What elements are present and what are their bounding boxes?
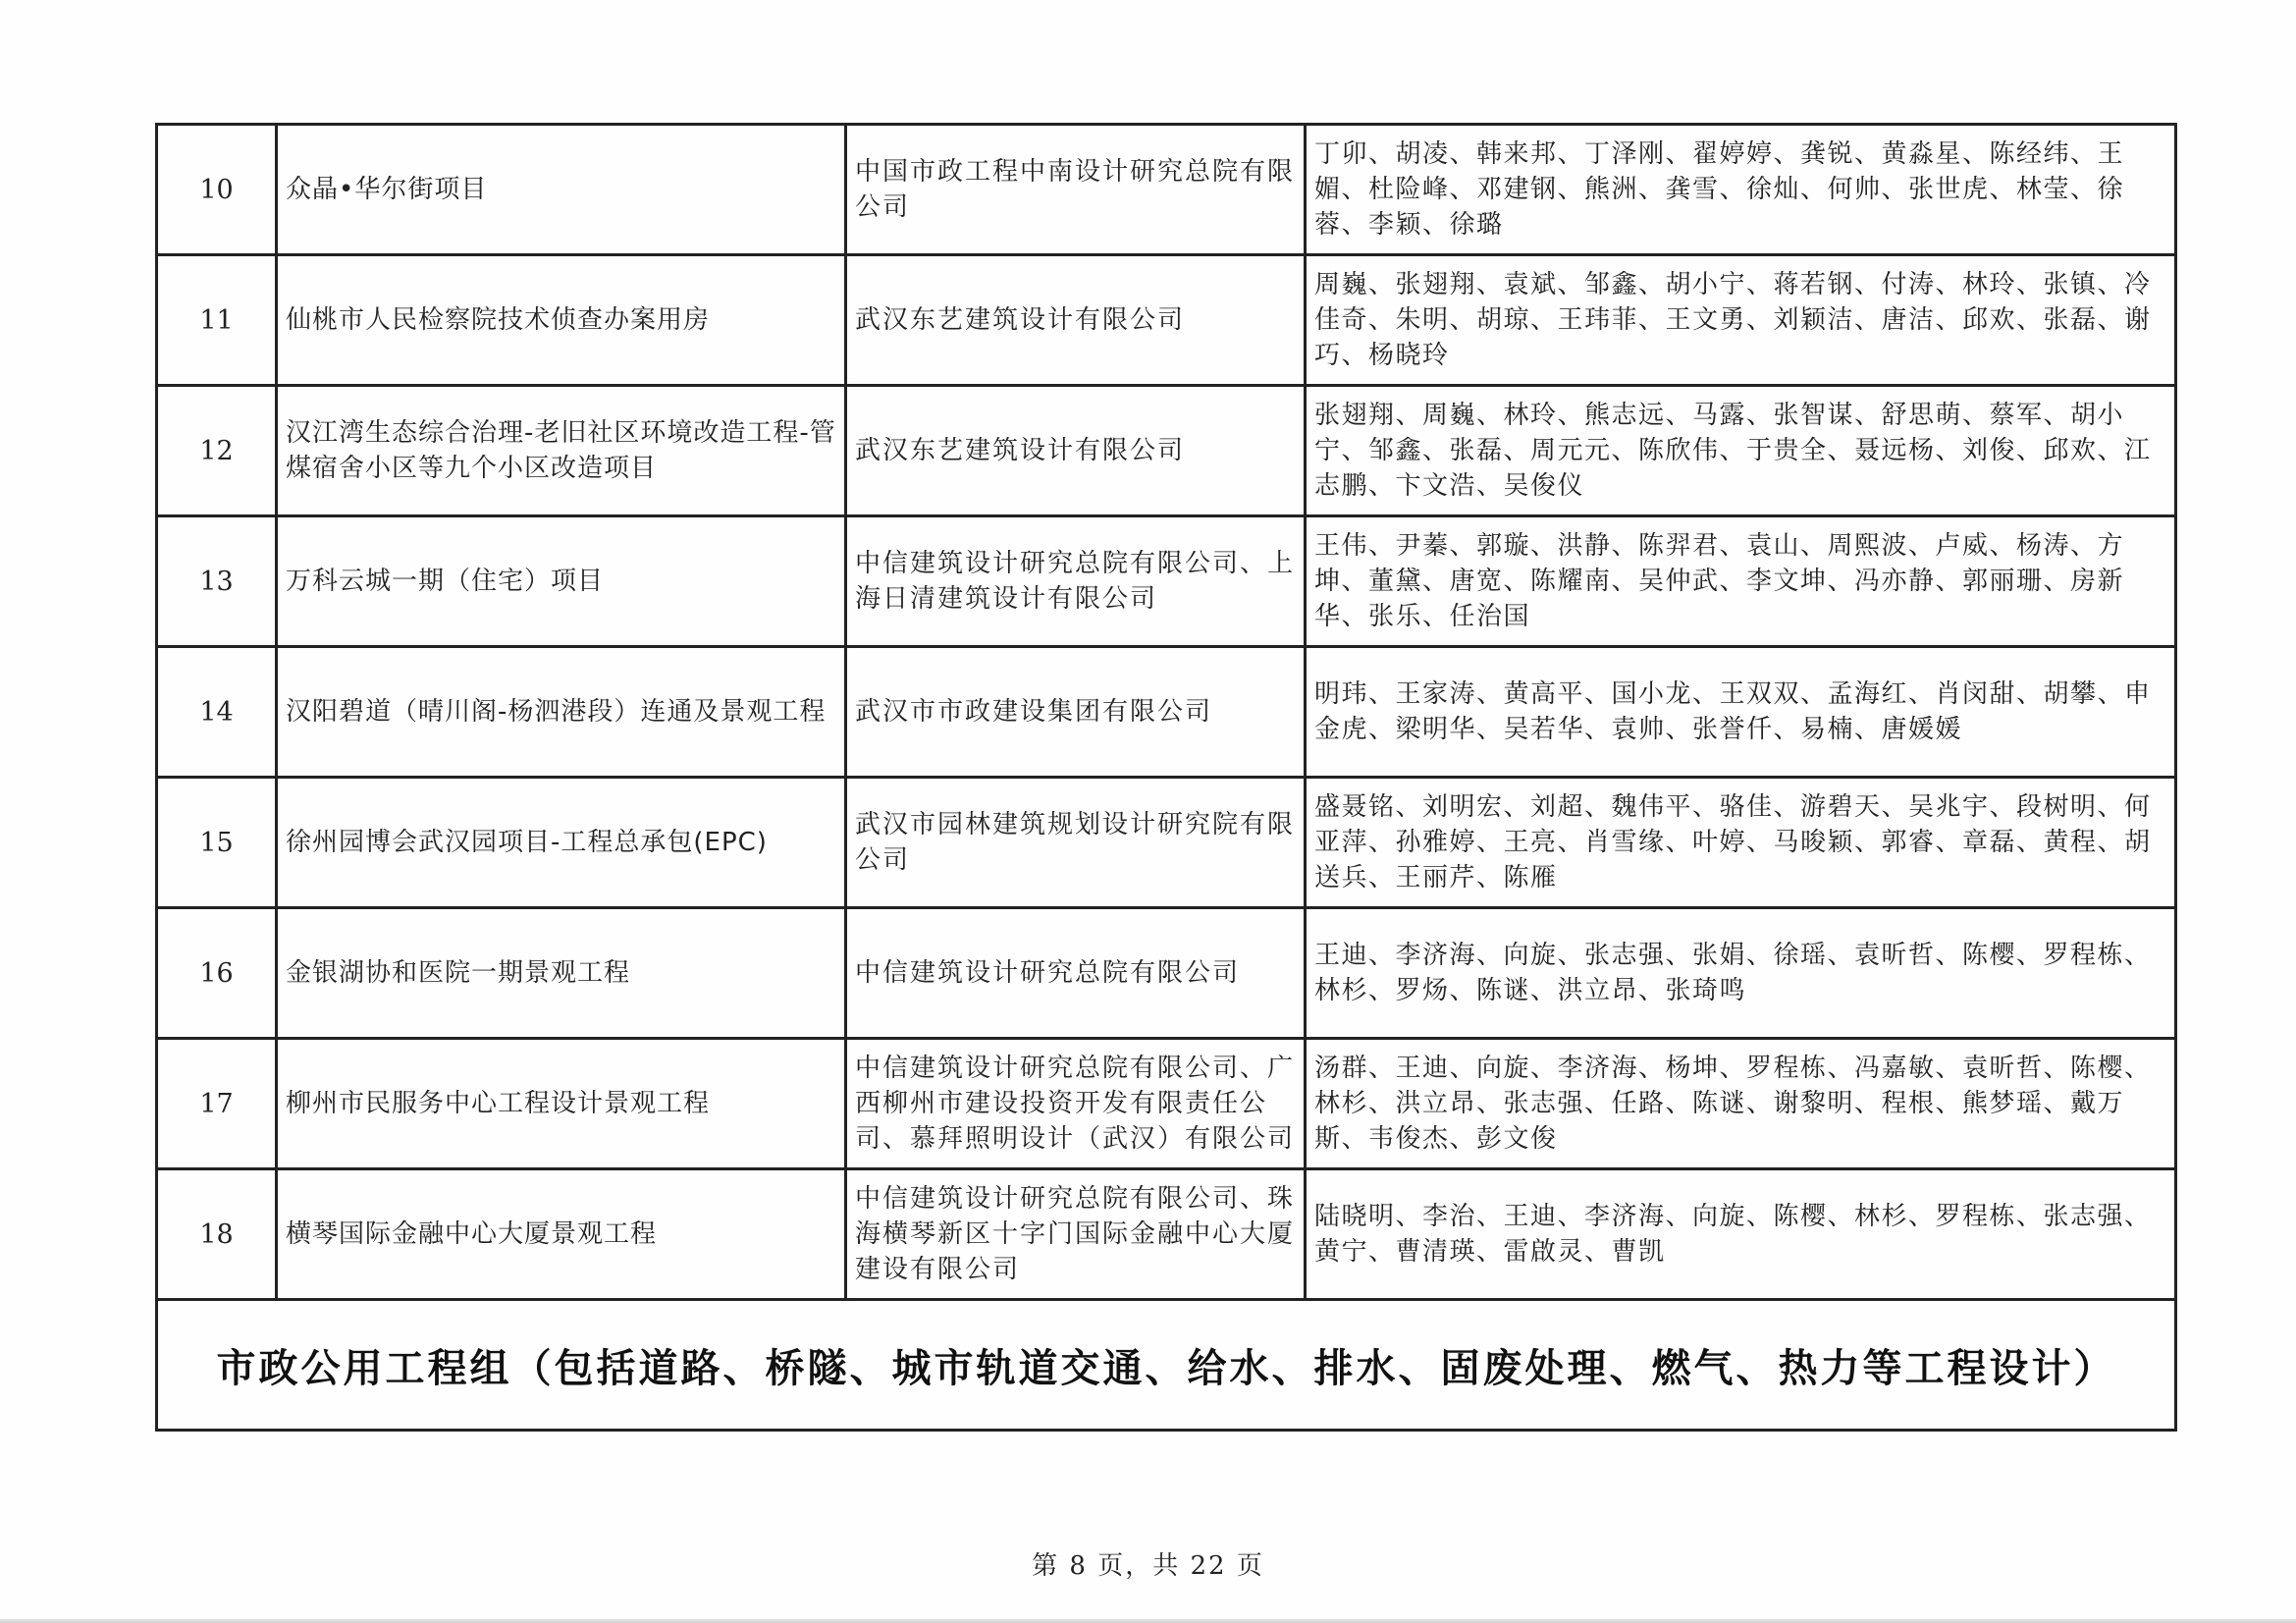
table-row	[157, 778, 2176, 908]
row-number: 15	[157, 778, 277, 908]
project-name: 金银湖协和医院一期景观工程	[277, 908, 846, 1039]
project-name: 汉阳碧道（晴川阁-杨泗港段）连通及景观工程	[277, 647, 846, 778]
table-row	[157, 908, 2176, 1039]
table-row	[157, 125, 2176, 255]
table-row	[157, 255, 2176, 386]
project-name: 徐州园博会武汉园项目-工程总承包(EPC)	[277, 778, 846, 908]
awards-table	[155, 123, 2177, 1432]
row-number: 17	[157, 1039, 277, 1169]
row-number: 14	[157, 647, 277, 778]
design-unit: 中信建筑设计研究总院有限公司、珠海横琴新区十字门国际金融中心大厦建设有限公司	[846, 1169, 1306, 1300]
group-heading-row	[157, 1300, 2176, 1431]
table-row	[157, 647, 2176, 778]
group-heading: 市政公用工程组（包括道路、桥隧、城市轨道交通、给水、排水、固废处理、燃气、热力等工程设计）	[157, 1300, 2176, 1431]
design-unit: 武汉市园林建筑规划设计研究院有限公司	[846, 778, 1306, 908]
table-row	[157, 386, 2176, 516]
project-name: 仙桃市人民检察院技术侦查办案用房	[277, 255, 846, 386]
team-members: 周巍、张翅翔、袁斌、邹鑫、胡小宁、蒋若钢、付涛、林玲、张镇、冷佳奇、朱明、胡琼、王玮菲、王文勇、刘颖洁、唐洁、邱欢、张磊、谢巧、杨晓玲	[1306, 255, 2176, 386]
team-members: 丁卯、胡凌、韩来邦、丁泽刚、翟婷婷、龚锐、黄淼星、陈经纬、王媚、杜险峰、邓建钢、熊洲、龚雪、徐灿、何帅、张世虎、林莹、徐蓉、李颖、徐璐	[1306, 125, 2176, 255]
scan-edge-divider	[0, 1619, 2296, 1623]
page-number: 第 8 页，共 22 页	[1032, 1551, 1264, 1581]
row-number: 10	[157, 125, 277, 255]
team-members: 张翅翔、周巍、林玲、熊志远、马露、张智谋、舒思萌、蔡军、胡小宁、邹鑫、张磊、周元元、陈欣伟、于贵全、聂远杨、刘俊、邱欢、江志鹏、卞文浩、吴俊仪	[1306, 386, 2176, 516]
row-number: 18	[157, 1169, 277, 1300]
team-members: 明玮、王家涛、黄高平、国小龙、王双双、孟海红、肖闵甜、胡攀、申金虎、梁明华、吴若华、袁帅、张誉仟、易楠、唐媛媛	[1306, 647, 2176, 778]
design-unit: 中信建筑设计研究总院有限公司、上海日清建筑设计有限公司	[846, 516, 1306, 647]
row-number: 16	[157, 908, 277, 1039]
design-unit: 中信建筑设计研究总院有限公司	[846, 908, 1306, 1039]
table-row	[157, 1039, 2176, 1169]
team-members: 盛聂铭、刘明宏、刘超、魏伟平、骆佳、游碧天、吴兆宇、段树明、何亚萍、孙雅婷、王亮、肖雪缘、叶婷、马晙颖、郭睿、章磊、黄程、胡送兵、王丽芹、陈雁	[1306, 778, 2176, 908]
project-name: 柳州市民服务中心工程设计景观工程	[277, 1039, 846, 1169]
design-unit: 武汉市市政建设集团有限公司	[846, 647, 1306, 778]
team-members: 王伟、尹蓁、郭璇、洪静、陈羿君、袁山、周熙波、卢威、杨涛、方坤、董黛、唐宽、陈耀南、吴仲武、李文坤、冯亦静、郭丽珊、房新华、张乐、任治国	[1306, 516, 2176, 647]
row-number: 13	[157, 516, 277, 647]
row-number: 11	[157, 255, 277, 386]
design-unit: 中国市政工程中南设计研究总院有限公司	[846, 125, 1306, 255]
design-unit: 武汉东艺建筑设计有限公司	[846, 386, 1306, 516]
project-name: 横琴国际金融中心大厦景观工程	[277, 1169, 846, 1300]
project-name: 万科云城一期（住宅）项目	[277, 516, 846, 647]
project-name: 众晶•华尔街项目	[277, 125, 846, 255]
design-unit: 武汉东艺建筑设计有限公司	[846, 255, 1306, 386]
table-row	[157, 516, 2176, 647]
table-row	[157, 1169, 2176, 1300]
row-number: 12	[157, 386, 277, 516]
project-name: 汉江湾生态综合治理-老旧社区环境改造工程-管煤宿舍小区等九个小区改造项目	[277, 386, 846, 516]
team-members: 王迪、李济海、向旋、张志强、张娟、徐瑶、袁昕哲、陈樱、罗程栋、林杉、罗炀、陈谜、洪立昂、张琦鸣	[1306, 908, 2176, 1039]
team-members: 陆晓明、李治、王迪、李济海、向旋、陈樱、林杉、罗程栋、张志强、黄宁、曹清瑛、雷啟灵、曹凯	[1306, 1169, 2176, 1300]
team-members: 汤群、王迪、向旋、李济海、杨坤、罗程栋、冯嘉敏、袁昕哲、陈樱、林杉、洪立昂、张志强、任路、陈谜、谢黎明、程根、熊梦瑶、戴万斯、韦俊杰、彭文俊	[1306, 1039, 2176, 1169]
design-unit: 中信建筑设计研究总院有限公司、广西柳州市建设投资开发有限责任公司、慕拜照明设计（武汉）有限公司	[846, 1039, 1306, 1169]
